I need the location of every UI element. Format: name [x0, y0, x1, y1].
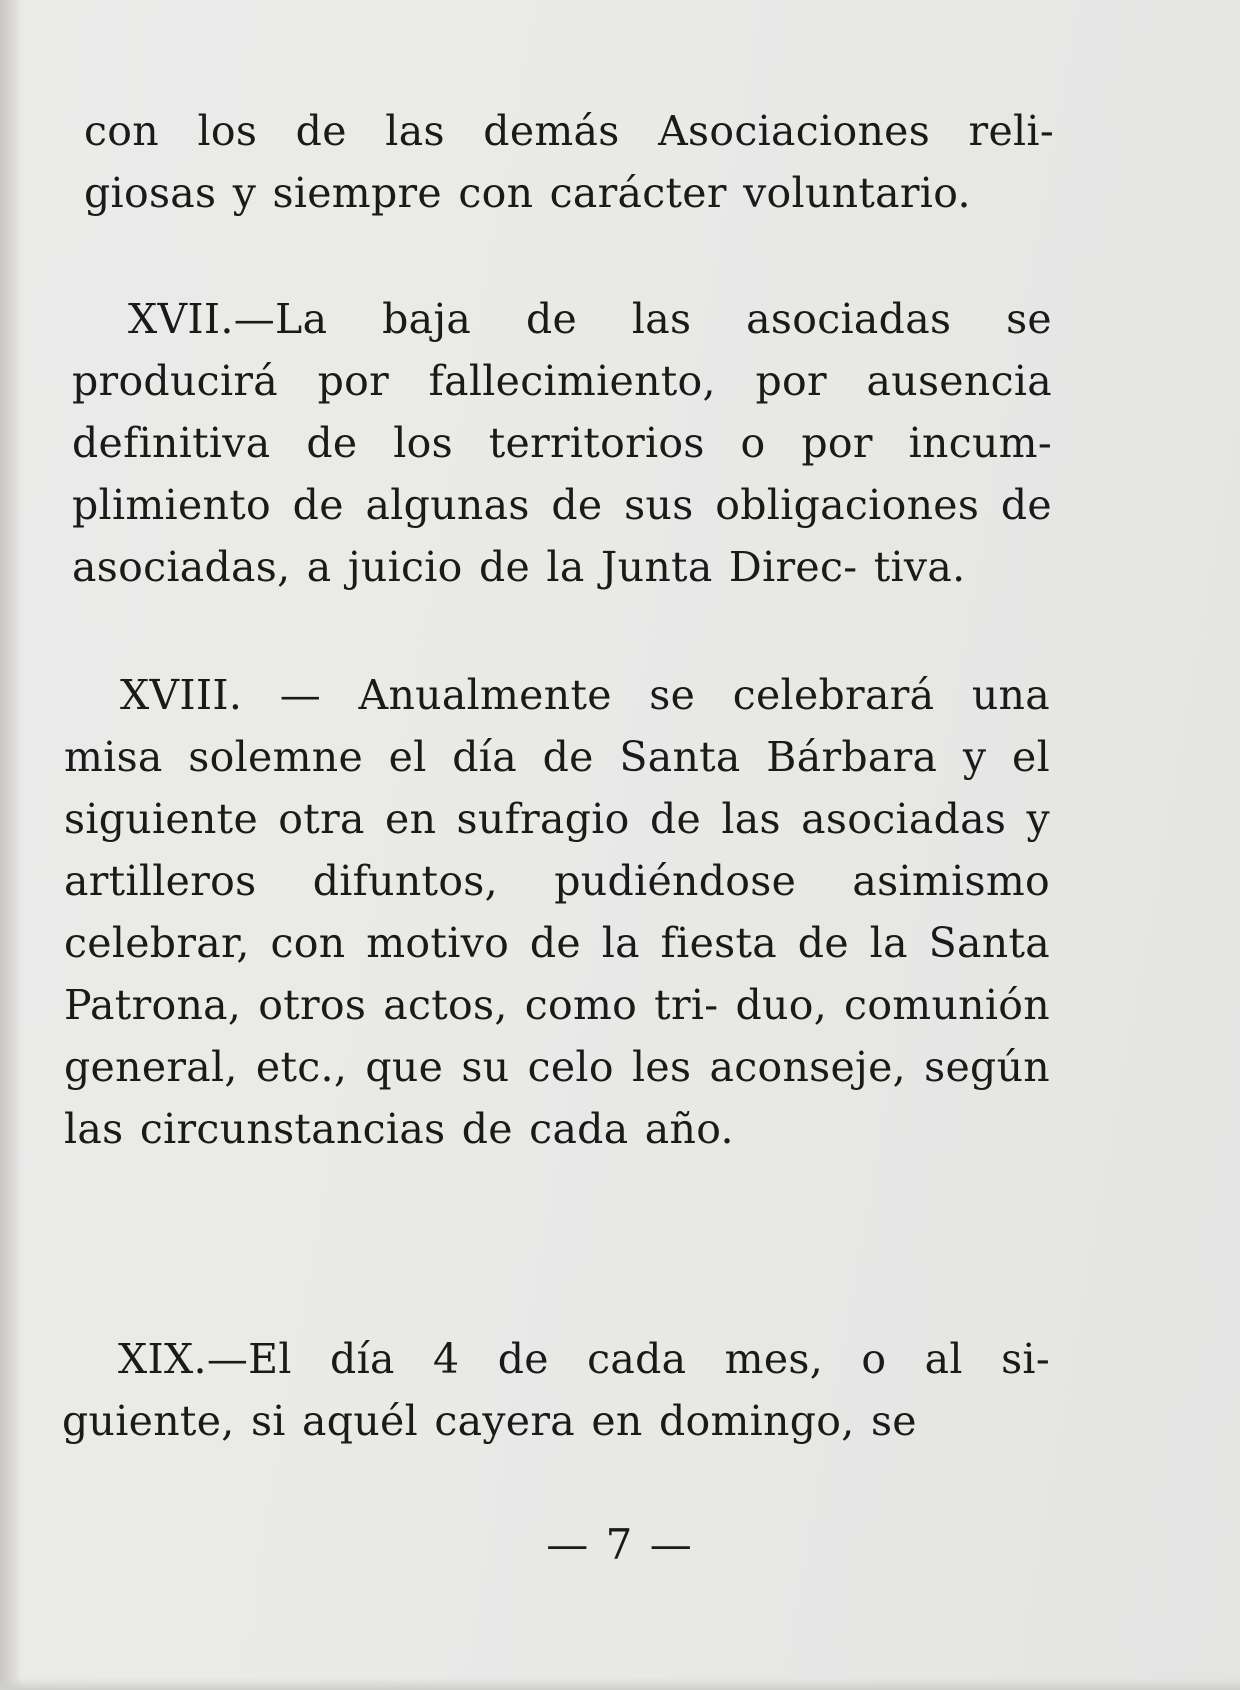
article-xviii	[64, 664, 1050, 1160]
article-xix-text: El día 4 de cada mes, o al si- guiente, si aquél cayera en domingo, se	[62, 1335, 1050, 1445]
page-number: — 7 —	[546, 1520, 694, 1569]
article-xvii-paragraph	[72, 288, 1052, 598]
article-xix-paragraph	[62, 1328, 1050, 1452]
article-xviii-numeral: XVIII.	[120, 671, 243, 719]
continuation-text: con los de las demás Asociaciones reli- giosas y siempre con carácter voluntario.	[84, 107, 1054, 217]
article-xviii-separator: —	[242, 671, 359, 719]
article-xvii-numeral: XVII.	[128, 295, 234, 343]
article-xvii	[72, 288, 1052, 598]
article-xvii-text: La baja de las asociadas se producirá por fallecimiento, por ausencia definitiva de los territorios o por incum- plimiento de algunas de sus obligaciones de asociadas, a juicio de la Junta Direc- tiva.	[72, 295, 1052, 591]
binding-edge	[0, 0, 22, 1690]
article-xvii-separator: —	[233, 295, 276, 343]
bottom-edge	[0, 1678, 1240, 1690]
continuation-paragraph	[84, 100, 1054, 224]
article-xix-numeral: XIX.	[118, 1335, 207, 1383]
article-xviii-text: Anualmente se celebrará una misa solemne el día de Santa Bárbara y el siguiente otra en sufragio de las asociadas y artilleros difuntos, pudiéndose asimismo celebrar, con motivo de la fiesta de la Santa Patrona, otros actos, como tri- duo, comunión general, etc., que su celo les aconseje, según las circunstancias de cada año.	[64, 671, 1050, 1153]
article-xix	[62, 1328, 1050, 1452]
article-xviii-paragraph	[64, 664, 1050, 1160]
article-xix-separator: —	[206, 1335, 249, 1383]
